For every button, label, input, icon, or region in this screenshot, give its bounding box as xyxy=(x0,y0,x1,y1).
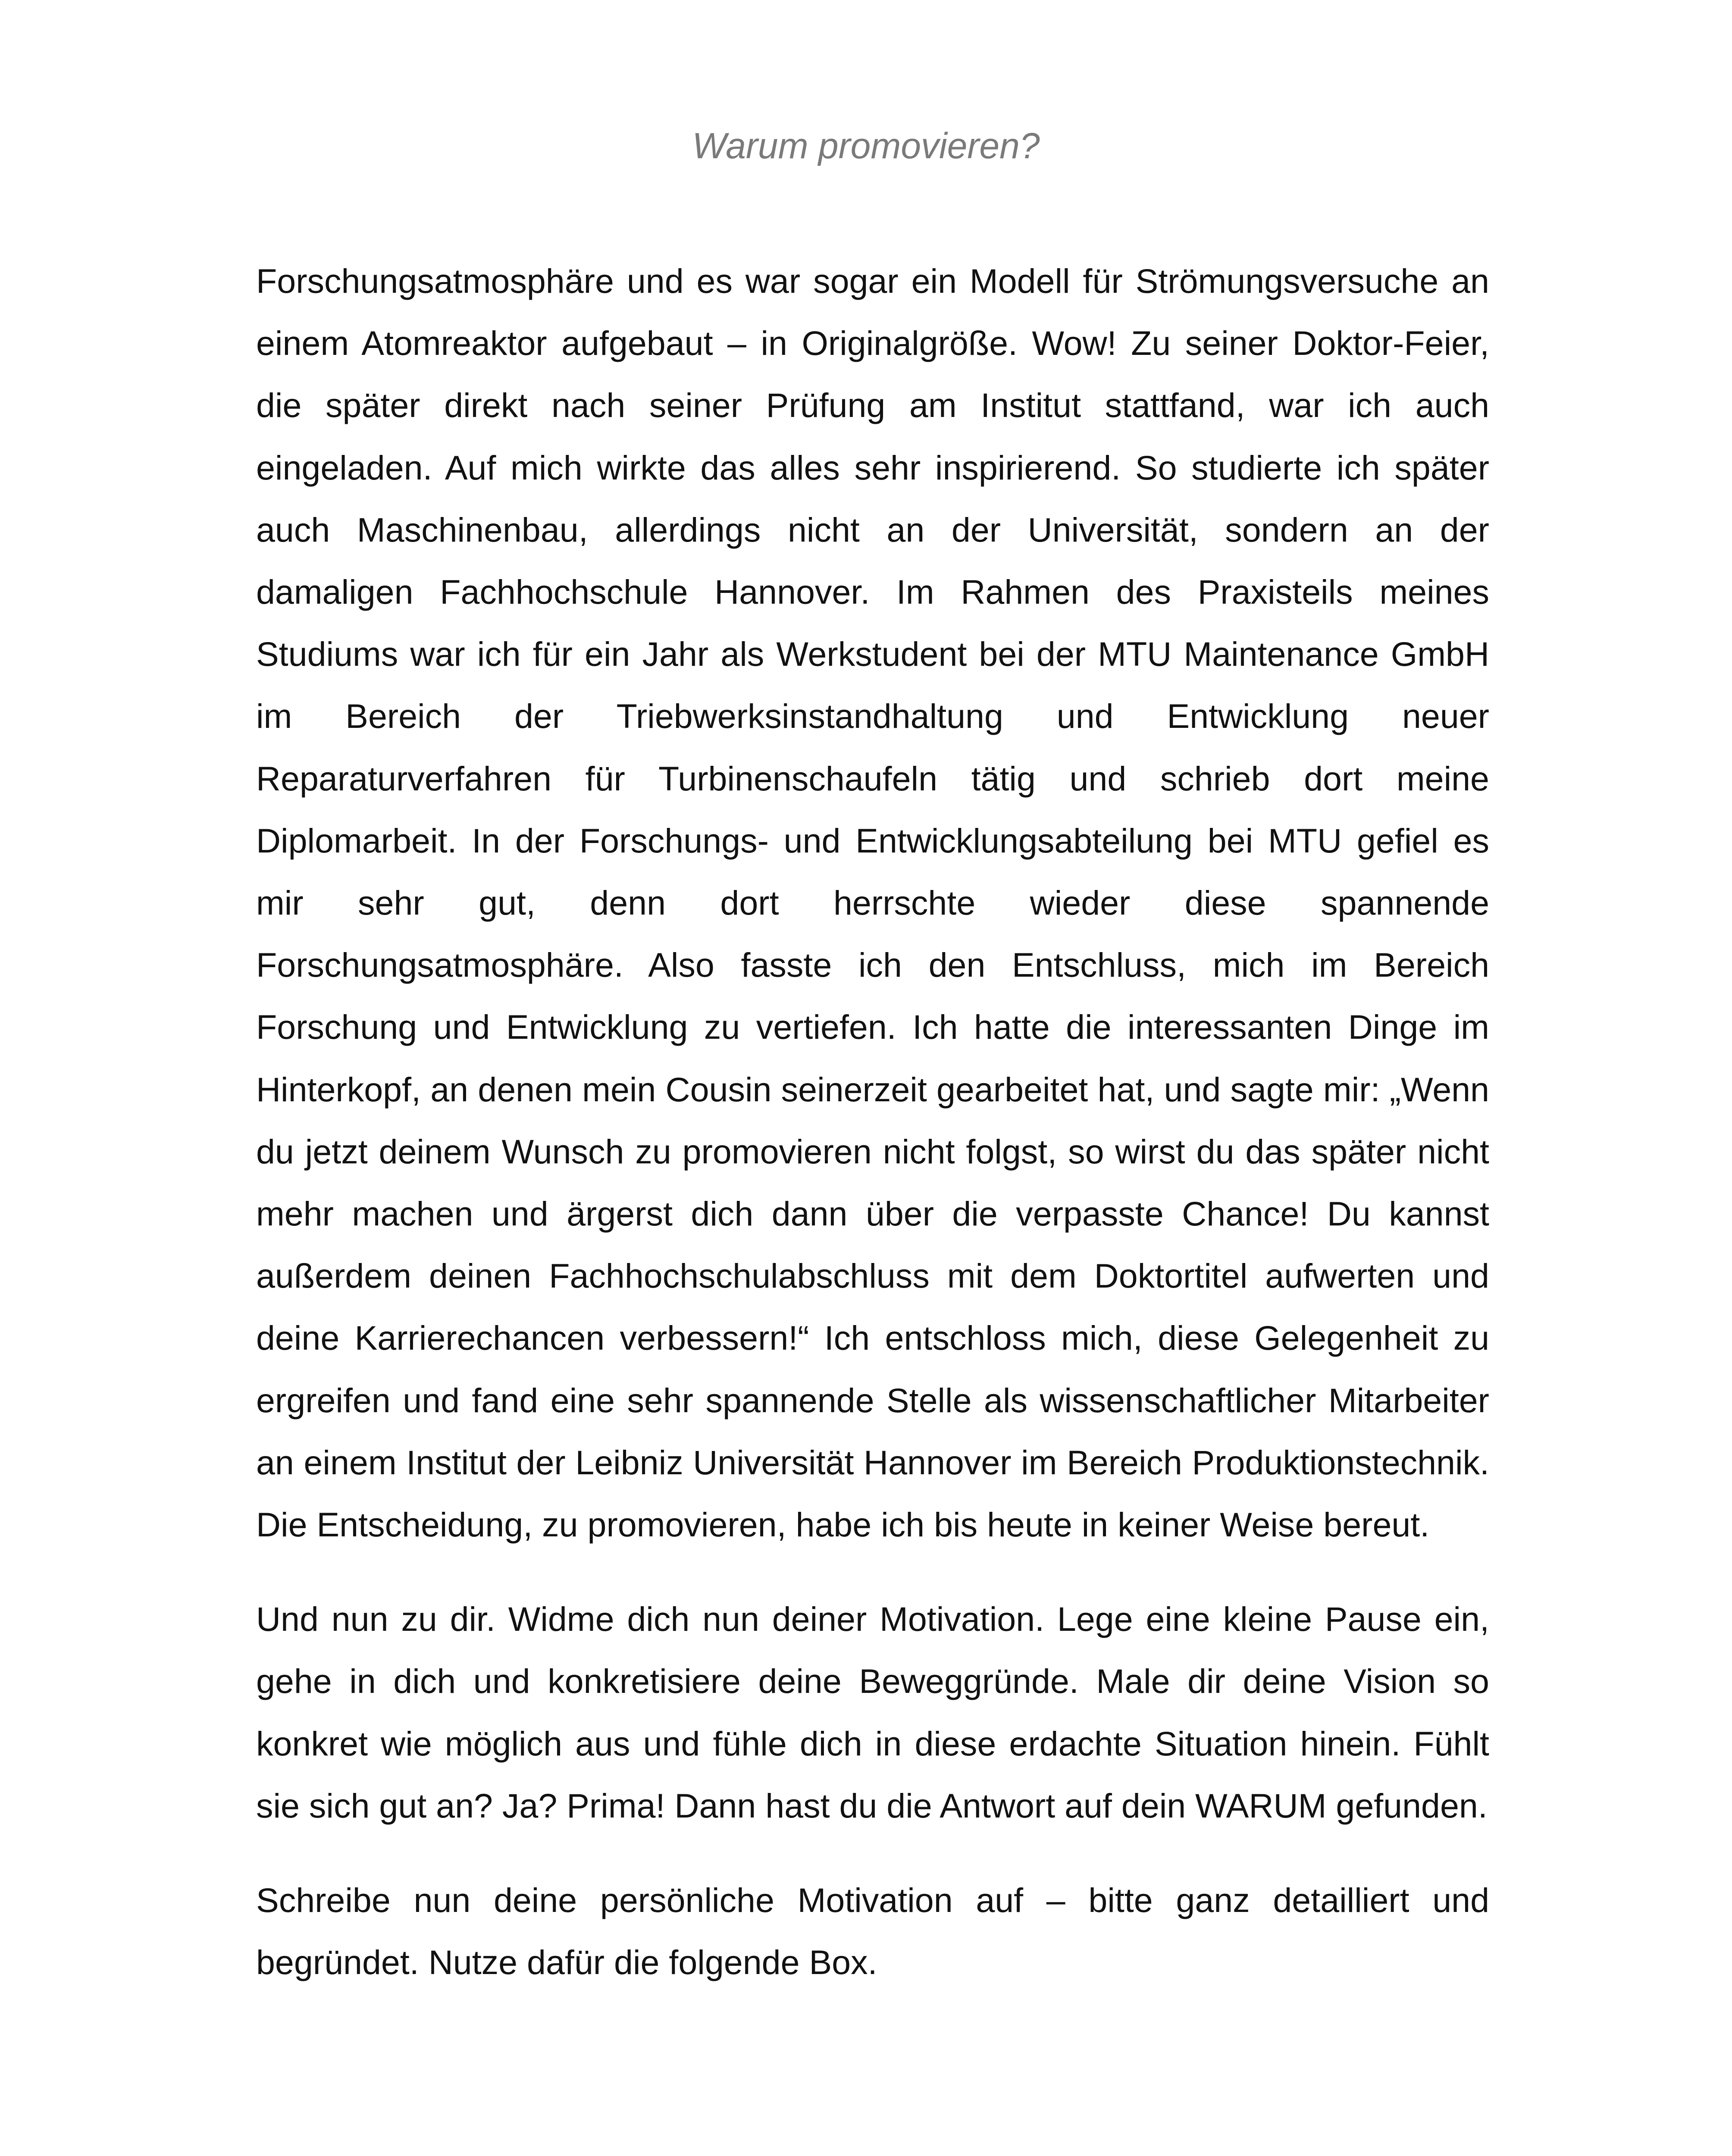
paragraph-1: Forschungsatmosphäre und es war sogar ein Modell für Strömungsversuche an einem Atomreaktor aufgebaut – in Originalgröße. Wow! Zu seiner Doktor-Feier, die später direkt nach seiner Prüfung am Institut stattfand, war ich auch eingeladen. Auf mich wirkte das alles sehr inspirierend. So studierte ich später auch Maschinenbau, allerdings nicht an der Universität, sondern an der damaligen Fachhochschule Hannover. Im Rahmen des Praxisteils meines Studiums war ich für ein Jahr als Werkstudent bei der MTU Maintenance GmbH im Bereich der Triebwerksinstandhaltung und Entwicklung neuer Reparaturverfahren für Turbinenschaufeln tätig und schrieb dort meine Diplomarbeit. In der Forschungs- und Entwicklungsabteilung bei MTU gefiel es mir sehr gut, denn dort herrschte wieder diese spannende Forschungsatmosphäre. Also fasste ich den Entschluss, mich im Bereich Forschung und Entwicklung zu vertiefen. Ich hatte die interessanten Dinge im Hinterkopf, an denen mein Cousin seinerzeit gearbeitet hat, und sagte mir: „Wenn du jetzt deinem Wunsch zu promovieren nicht folgst, so wirst du das später nicht mehr machen und ärgerst dich dann über die verpasste Chance! Du kannst außerdem deinen Fachhochschulabschluss mit dem Doktortitel aufwerten und deine Karrierechancen verbessern!“ Ich entschloss mich, diese Gelegenheit zu ergreifen und fand eine sehr spannende Stelle als wissenschaftlicher Mitarbeiter an einem Institut der Leibniz Universität Hannover im Bereich Produktionstechnik. Die Entscheidung, zu promovieren, habe ich bis heute in keiner Weise bereut. xyxy=(256,262,1489,1544)
paragraph-2: Und nun zu dir. Widme dich nun deiner Motivation. Lege eine kleine Pause ein, gehe in dich und konkretisiere deine Beweggründe. Male dir deine Vision so konkret wie möglich aus und fühle dich in diese erdachte Situation hinein. Fühlt sie sich gut an? Ja? Prima! Dann hast du die Antwort auf dein WARUM gefunden. xyxy=(256,1600,1489,1825)
running-header: Warum promovieren? xyxy=(692,125,1040,166)
paragraph-3: Schreibe nun deine persönliche Motivation auf – bitte ganz detailliert und begründet. Nutze dafür die folgende Box. xyxy=(256,1881,1489,1982)
body-text xyxy=(256,250,1489,1993)
